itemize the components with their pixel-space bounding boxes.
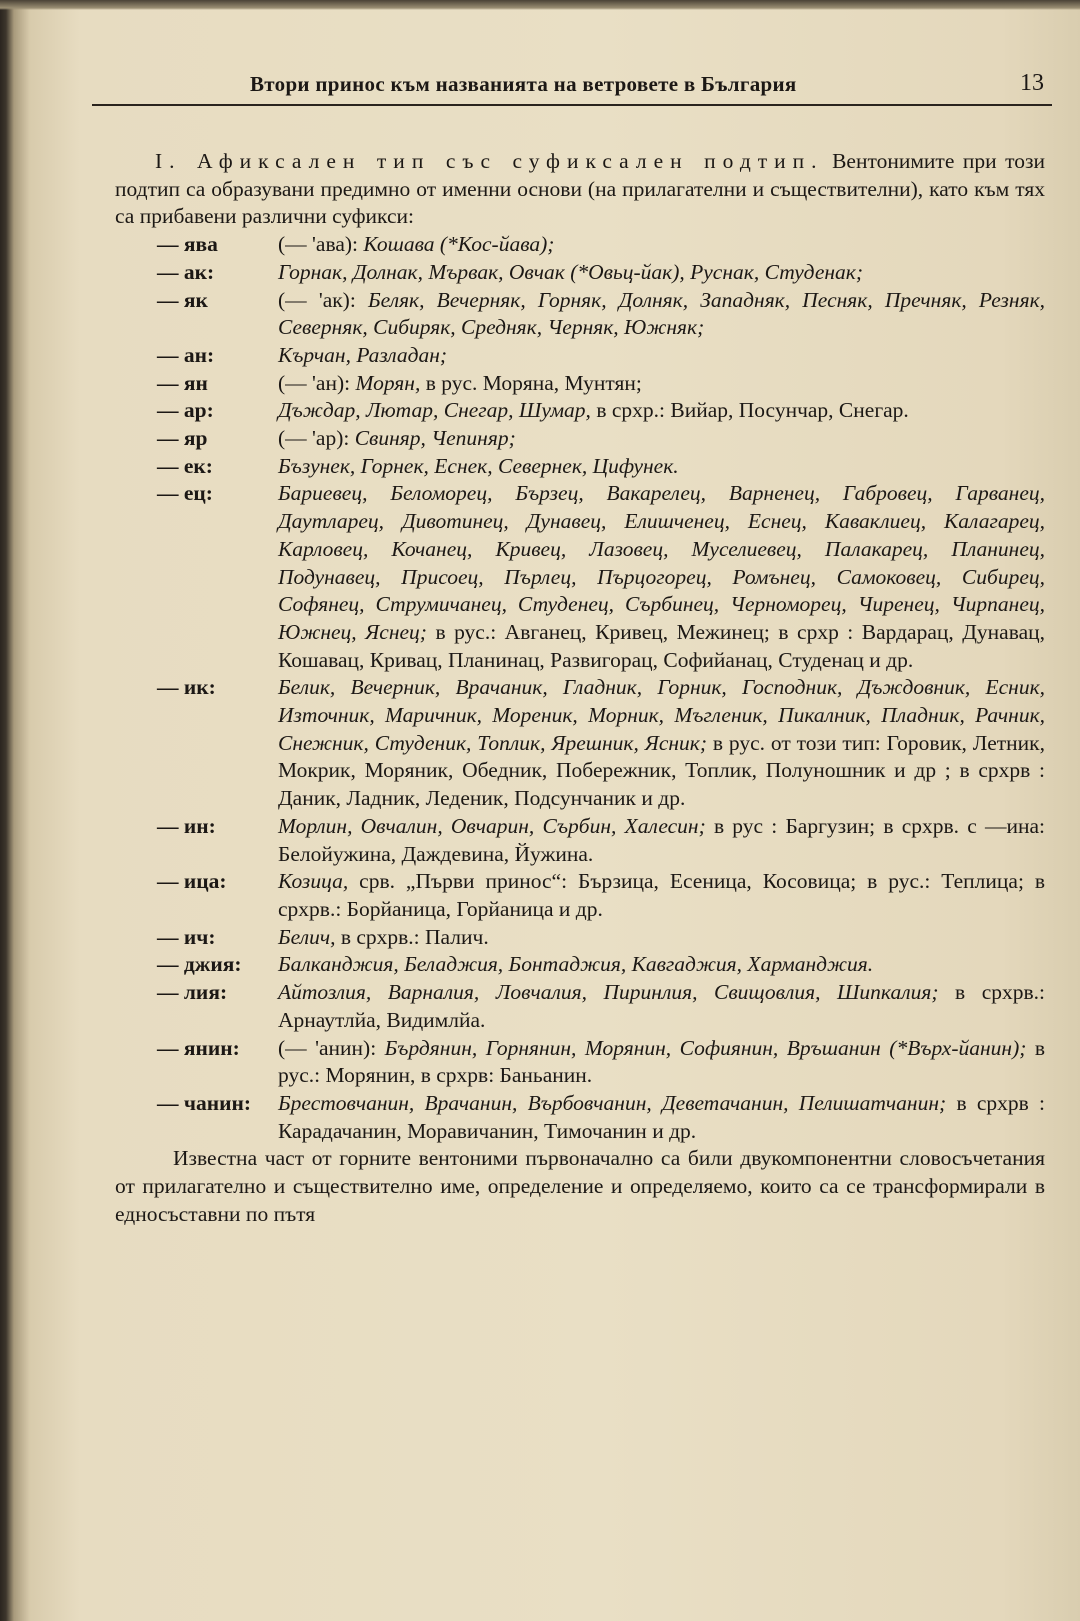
suffix-label: — ява [157, 232, 218, 257]
ventonym-list: Морян, [355, 370, 421, 395]
comparative-forms: в рус : Баргузин; в срхрв. с —ина: Белойужина, Даждевина, Йужина. [278, 813, 1045, 866]
suffix-entry [115, 397, 1045, 425]
suffix-variant-note: (— 'ак): [278, 287, 356, 312]
suffix-label: — джия: [157, 952, 242, 977]
comparative-forms: в рус. Моряна, Мунтян; [425, 370, 642, 395]
comparative-forms: в рус.: Авганец, Кривец, Межинец; в срхр : Вардарац, Дунавац, Кошавац, Кривац, Планинац, Развигорац, Софийанац, Студенац и др. [278, 619, 1046, 672]
suffix-label: — лия: [157, 980, 228, 1005]
ventonym-list: Балканджия, Беладжия, Бонтаджия, Кавгаджия, Харманджия. [278, 952, 874, 977]
intro-paragraph [115, 148, 1045, 231]
suffix-entry [115, 979, 1045, 1034]
comparative-forms: срв. „Първи принос“: Бързица, Есеница, Косовица; в рус.: Теплица; в срхрв.: Борйаница, Горйаница и др. [278, 869, 1046, 921]
page-number: 13 [1020, 70, 1044, 96]
suffix-label: — ин: [157, 813, 216, 838]
ventonym-list: Бариевец, Беломорец, Бързец, Вакарелец, Варненец, Габровец, Гарванец, Даутларец, Дивотинец, Дунавец, Елишченец, Еснец, Каваклиец, Калагарец, Карловец, Кочанец, Кривец, Лазовец, Муселиевец, Палакарец, Планинец, Подунавец, Присоец, Пърлец, Пърцогорец, Ромънец, Самоковец, Сибирец, Софянец, Струмичанец, Студенец, Сърбинец, Черноморец, Чиренец, Чирпанец, Южнец, Яснец; [278, 481, 1045, 644]
suffix-variant-note: (— 'ан): [278, 370, 351, 395]
ventonym-list: Бърдянин, Горнянин, Морянин, Софиянин, Връшанин (*Върх-йанин); [384, 1035, 1027, 1060]
ventonym-list: Белич, [278, 924, 336, 949]
suffix-label: — ар: [157, 398, 214, 423]
comparative-forms: в срхр.: Вийар, Посунчар, Снегар. [596, 398, 909, 423]
suffix-label: — як [157, 287, 208, 312]
ventonym-list: Кърчан, Разладан; [278, 342, 448, 367]
suffix-entry [115, 287, 1045, 342]
suffix-entry [115, 231, 1045, 259]
suffix-label: — ица: [157, 869, 227, 894]
suffix-entry [115, 951, 1045, 979]
suffix-entry [115, 813, 1045, 868]
ventonym-list: Кошава (*Кос-йава); [363, 232, 555, 257]
comparative-forms: в рус. от този тип: Горовик, Летник, Мокрик, Моряник, Обедник, Побережник, Топлик, Полуношник и др ; в срхрв : Даник, Ладник, Леденик, Подсунчаник и др. [278, 730, 1045, 811]
comparative-forms: в рус.: Морянин, в срхрв: Баньанин. [278, 1035, 1046, 1088]
suffix-variant-note: (— 'анин): [278, 1035, 377, 1060]
suffix-variant-note: (— 'ар): [278, 426, 350, 451]
running-title: Втори принос към названията на ветровете в България [250, 72, 797, 96]
suffix-label: — ич: [157, 924, 216, 949]
suffix-entry [115, 868, 1045, 923]
comparative-forms: в срхрв.: Палич. [340, 924, 489, 949]
suffix-entry [115, 370, 1045, 398]
suffix-entry [115, 342, 1045, 370]
suffix-label: — ек: [157, 453, 213, 478]
suffix-entry [115, 453, 1045, 481]
suffix-entry [115, 480, 1045, 674]
ventonym-list: Беляк, Вечерняк, Горняк, Долняк, Западняк, Песняк, Пречняк, Резняк, Северняк, Сибиряк, Средняк, Черняк, Южняк; [278, 287, 1046, 340]
ventonym-list: Айтозлия, Варналия, Ловчалия, Пиринлия, Свищовлия, Шипкалия; [278, 980, 939, 1005]
suffix-entry [115, 674, 1045, 813]
ventonym-list: Свиняр, Чепиняр; [354, 426, 516, 451]
suffix-entry [115, 425, 1045, 453]
suffix-entry [115, 924, 1045, 952]
suffix-label: — яр [157, 426, 208, 451]
ventonym-list: Брестовчанин, Врачанин, Върбовчанин, Деветачанин, Пелишатчанин; [278, 1090, 947, 1115]
closing-paragraph: Известна част от горните вентоними първоначално са били двукомпонентни словосъчетания от прилагателно и съществително име, определение и определяемо, които са се трансформирали в едносъставни по пътя [115, 1146, 1045, 1226]
page-top-edge [0, 0, 1080, 10]
suffix-label: — чанин: [157, 1090, 252, 1115]
suffix-label: — ик: [157, 675, 216, 700]
ventonym-list: Бъзунек, Горнек, Еснек, Севернек, Цифунек. [278, 453, 679, 478]
suffix-entry [115, 1090, 1045, 1145]
comparative-forms: в срхрв.: Арнаутлйа, Видимлйа. [278, 980, 1046, 1032]
suffix-entry [115, 259, 1045, 287]
running-header [92, 70, 1052, 106]
suffix-label: — ан: [157, 342, 215, 367]
suffix-label: — ец: [157, 481, 213, 506]
suffix-list [115, 231, 1045, 1145]
ventonym-list: Белик, Вечерник, Врачаник, Гладник, Горник, Господник, Дъждовник, Есник, Източник, Маричник, Мореник, Морник, Мъгленик, Пикалник, Пладник, Рачник, Снежник, Студеник, Топлик, Ярешник, Ясник; [278, 675, 1045, 755]
ventonym-list: Дъждар, Лютар, Снегар, Шумар, [278, 398, 591, 423]
suffix-entry [115, 1035, 1045, 1090]
ventonym-list: Горнак, Долнак, Мървак, Овчак (*Овьц-йак), Руснак, Студенак; [278, 259, 863, 284]
suffix-variant-note: (— 'ава): [278, 232, 358, 257]
ventonym-list: Морлин, Овчалин, Овчарин, Сърбин, Халесин; [278, 813, 706, 838]
intro-text: Вентонимите при този подтип са образувани предимно от именни основи (на прилагателни и съществителни), като към тях са прибавени различни суфикси: [115, 149, 1046, 229]
body-text [115, 148, 1045, 1228]
suffix-label: — ян [157, 370, 208, 395]
suffix-label: — ак: [157, 259, 215, 284]
comparative-forms: в срхрв : Карадачанин, Моравичанин, Тимочанин и др. [278, 1090, 1046, 1143]
suffix-label: — янин: [157, 1035, 240, 1060]
section-label: I. Афиксален тип със суфиксален подтип. [155, 149, 824, 173]
ventonym-list: Козица, [278, 869, 349, 894]
